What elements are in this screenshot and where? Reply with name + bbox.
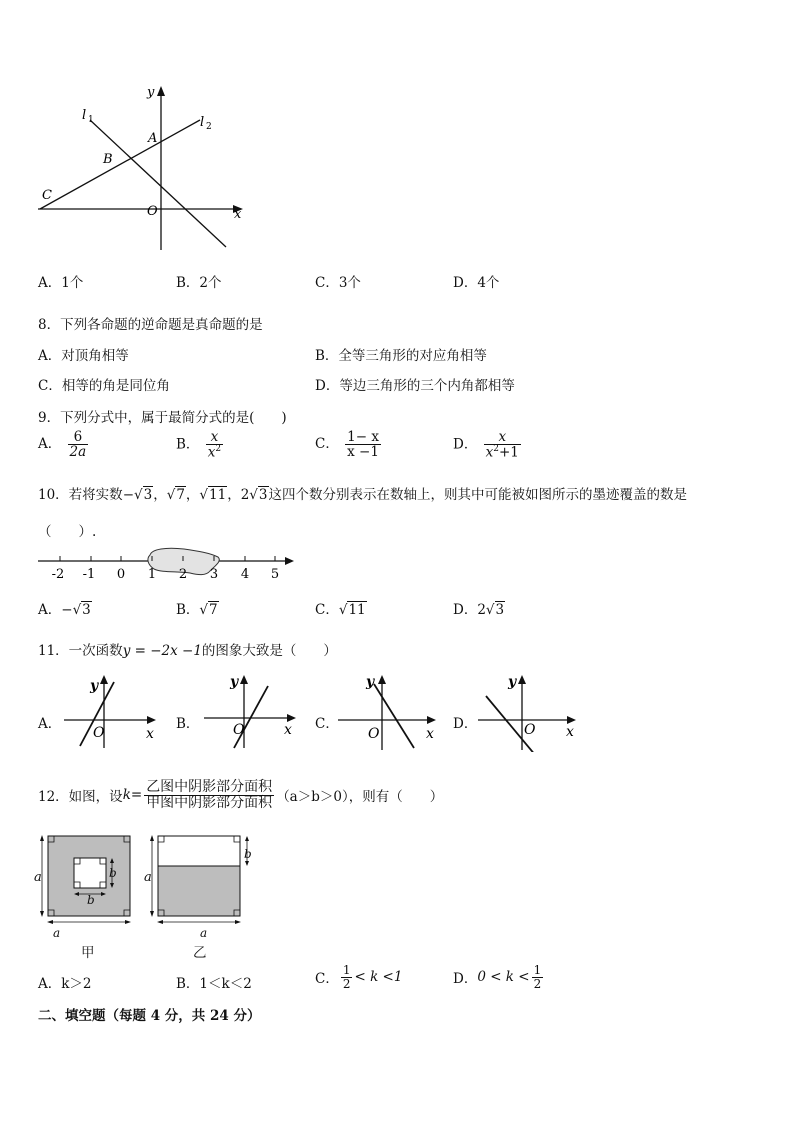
q12-figure-yi: [144, 830, 256, 926]
graph-line: [234, 686, 268, 748]
q11-option-b-label[interactable]: B．: [176, 716, 200, 732]
svg-text:x: x: [146, 726, 154, 742]
frac-denominator: 2a: [69, 444, 87, 461]
equation: y = −2x −1: [122, 643, 202, 659]
line-l1: [90, 120, 226, 247]
fig-y-label: y: [147, 85, 155, 100]
frac-numerator: x: [484, 430, 521, 445]
frac-half: $\frac{1}{2}$: [533, 963, 542, 991]
q11-graph-a[interactable]: [60, 670, 164, 752]
svg-text:a: a: [34, 870, 42, 885]
q9-option-d[interactable]: [453, 430, 523, 460]
tick-label: -2: [51, 567, 65, 582]
q10-option-a[interactable]: A．−√3: [38, 602, 91, 618]
svg-text:b: b: [87, 893, 95, 907]
graph-line: [374, 684, 414, 748]
frac-denominator: $x^2$: [207, 444, 222, 461]
q7-option-c[interactable]: C．3个: [315, 275, 361, 291]
q11-graph-d[interactable]: [474, 670, 584, 752]
sqrt-3: √3: [134, 487, 153, 503]
svg-text:y: y: [90, 678, 99, 694]
q9-label-b: B．: [176, 436, 200, 453]
q8-option-a[interactable]: A．对顶角相等: [38, 348, 129, 364]
fig-l2-sub: 2: [206, 122, 212, 132]
q9-frac-a: [68, 430, 89, 459]
svg-text:a: a: [144, 870, 152, 885]
q8-option-c[interactable]: C．相等的角是同位角: [38, 378, 170, 394]
tick-label: -1: [82, 567, 96, 582]
svg-text:b: b: [244, 847, 252, 861]
label-a-bottom-jia: a: [53, 926, 61, 940]
frac-numerator: 6: [68, 430, 89, 445]
q12-option-a[interactable]: A．k＞2: [38, 976, 92, 992]
caption-yi: 乙: [193, 945, 207, 961]
q9-frac-b: [206, 430, 223, 460]
svg-text:y: y: [508, 674, 517, 690]
fig-point-c: C: [42, 188, 52, 203]
caption-jia: 甲: [81, 945, 95, 961]
svg-text:y: y: [230, 674, 239, 690]
q12-fraction: [144, 780, 274, 810]
q11-stem: 11．一次函数y = −2x −1的图象大致是（ ）: [38, 643, 337, 659]
q9-stem: 9．下列分式中，属于最简分式的是( ): [38, 410, 287, 426]
q12-option-b[interactable]: B．1＜k＜2: [176, 976, 252, 992]
fig-l1: l: [82, 108, 87, 123]
q7-option-b[interactable]: B．2个: [176, 275, 222, 291]
q7-figure: [30, 82, 260, 257]
q7-option-d[interactable]: D．4个: [453, 275, 500, 291]
frac-denominator: x −1: [347, 444, 379, 461]
q11-option-a-label[interactable]: A．: [38, 716, 62, 732]
q10-paren: （ ）.: [38, 524, 97, 540]
fig-origin: O: [147, 204, 158, 219]
q9-label-c: C．: [315, 436, 339, 453]
q8-stem: 8．下列各命题的逆命题是真命题的是: [38, 317, 263, 333]
q7-option-a[interactable]: A．1个: [38, 275, 84, 291]
q11-option-d-label[interactable]: D．: [453, 716, 478, 732]
q10-number-line: [34, 543, 298, 583]
q9-label-d: D．: [453, 436, 478, 453]
q12-option-d[interactable]: D． 0 < k < $\frac{1}{2}$: [453, 963, 542, 991]
frac-numerator: 乙图中阴影部分面积: [146, 779, 273, 795]
line-l2: [40, 120, 200, 209]
tick-label: 0: [116, 567, 126, 582]
q11-option-c-label[interactable]: C．: [315, 716, 339, 732]
fig-point-a: A: [148, 131, 158, 146]
tick-label: 1: [147, 567, 157, 582]
q10-option-b[interactable]: B．√7: [176, 602, 218, 618]
q10-option-c[interactable]: C．√11: [315, 602, 366, 618]
sqrt-11: √11: [199, 487, 227, 503]
fig-point-b: B: [103, 152, 113, 167]
q12-stem: 12．如图，设 k= $\frac{\text{乙图中阴影部分面积}}{\text{甲图中阴影部分面积}}$ （a＞b＞0），则有（ ）: [38, 779, 444, 811]
svg-text:x: x: [426, 726, 434, 742]
svg-text:x: x: [566, 724, 574, 740]
fig-x-label: x: [234, 207, 242, 222]
tick-label: 5: [270, 567, 280, 582]
q11-graph-c[interactable]: [334, 670, 444, 752]
q9-option-b[interactable]: [176, 430, 225, 460]
q9-option-c[interactable]: [315, 430, 383, 459]
tick-label: 2: [178, 567, 188, 582]
q9-option-a[interactable]: [38, 430, 90, 459]
tick-label: 3: [209, 567, 219, 582]
section-title: 二、填空题（每题 4 分，共 24 分）: [38, 1008, 261, 1024]
q8-option-d[interactable]: D．等边三角形的三个内角都相等: [315, 378, 515, 394]
svg-text:y: y: [366, 674, 375, 690]
svg-text:O: O: [368, 726, 380, 742]
q11-graph-b[interactable]: [200, 670, 304, 752]
frac-numerator: x: [206, 430, 223, 445]
svg-text:O: O: [524, 722, 536, 738]
q10-option-d[interactable]: D．2√3: [453, 602, 505, 618]
svg-text:O: O: [233, 722, 245, 738]
label-a-bottom-yi: a: [200, 926, 208, 940]
q10-stem: 10．若将实数−√3，√7，√11，2√3这四个数分别表示在数轴上，则其中可能被如图所示的墨迹覆盖的数是: [38, 487, 687, 503]
q8-option-b[interactable]: B．全等三角形的对应角相等: [315, 348, 487, 364]
fig-l1-sub: 1: [88, 115, 94, 125]
q9-frac-d: [484, 430, 521, 460]
q12-option-c[interactable]: C． $\frac{1}{2}$ < k <1: [315, 963, 403, 991]
tick-label: 4: [240, 567, 250, 582]
frac-half: $\frac{1}{2}$: [342, 963, 351, 991]
svg-text:x: x: [284, 722, 292, 738]
q9-frac-c: [345, 430, 381, 459]
frac-denominator: 甲图中阴影部分面积: [146, 794, 273, 811]
svg-text:b: b: [109, 866, 117, 880]
sqrt-7: √7: [166, 487, 185, 503]
q9-label-a: A．: [38, 436, 62, 453]
sqrt-3b: √3: [249, 487, 268, 503]
svg-text:O: O: [93, 725, 105, 741]
q12-figure-jia: [34, 830, 138, 926]
frac-numerator: 1− x: [347, 429, 379, 445]
frac-denominator: $x^2+1$: [485, 444, 519, 461]
fig-l2: l: [200, 115, 205, 130]
